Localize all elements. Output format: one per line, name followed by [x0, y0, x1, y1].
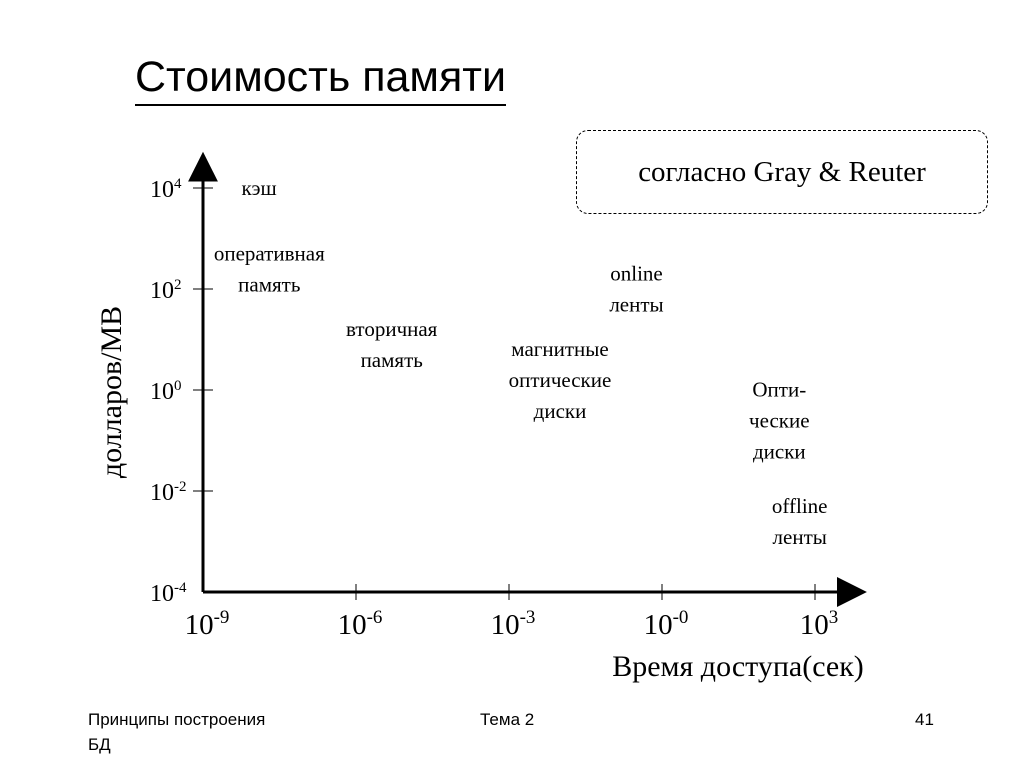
footer-topic: Тема 2 [480, 710, 535, 729]
y-axis-label: долларов/MB [95, 305, 128, 479]
y-tick-label: $10^0$ [150, 378, 182, 405]
point-label: кэш [241, 176, 277, 200]
source-note-text: согласно Gray & Reuter [638, 155, 926, 188]
x-tick-label: $10^{-6}$ [337, 607, 383, 641]
y-tick-label: $10^2$ [150, 277, 182, 304]
footer-course: Принципы построения БД [88, 710, 266, 754]
page-title: Стоимость памяти [135, 52, 506, 106]
point-label: online ленты [609, 261, 664, 317]
x-tick-label: $10^{-3}$ [490, 607, 536, 641]
x-axis-label: Время доступа(сек) [612, 650, 864, 683]
y-tick-label: $10^{-2}$ [150, 479, 187, 506]
point-label: offline ленты [771, 493, 828, 549]
y-tick-label: $10^4$ [150, 176, 182, 203]
y-tick-label: $10^{-4}$ [150, 580, 187, 607]
x-tick-label: $10^{-0}$ [643, 607, 689, 641]
point-label: оперативная память [213, 241, 325, 297]
point-label: магнитные оптические диски [508, 336, 612, 423]
point-label: Опти-ческие диски [749, 377, 810, 464]
page-number: 41 [915, 710, 934, 729]
x-tick-label: $10^3$ [799, 607, 839, 641]
point-label: вторичная память [346, 317, 438, 373]
x-tick-label: $10^{-9}$ [184, 607, 230, 641]
